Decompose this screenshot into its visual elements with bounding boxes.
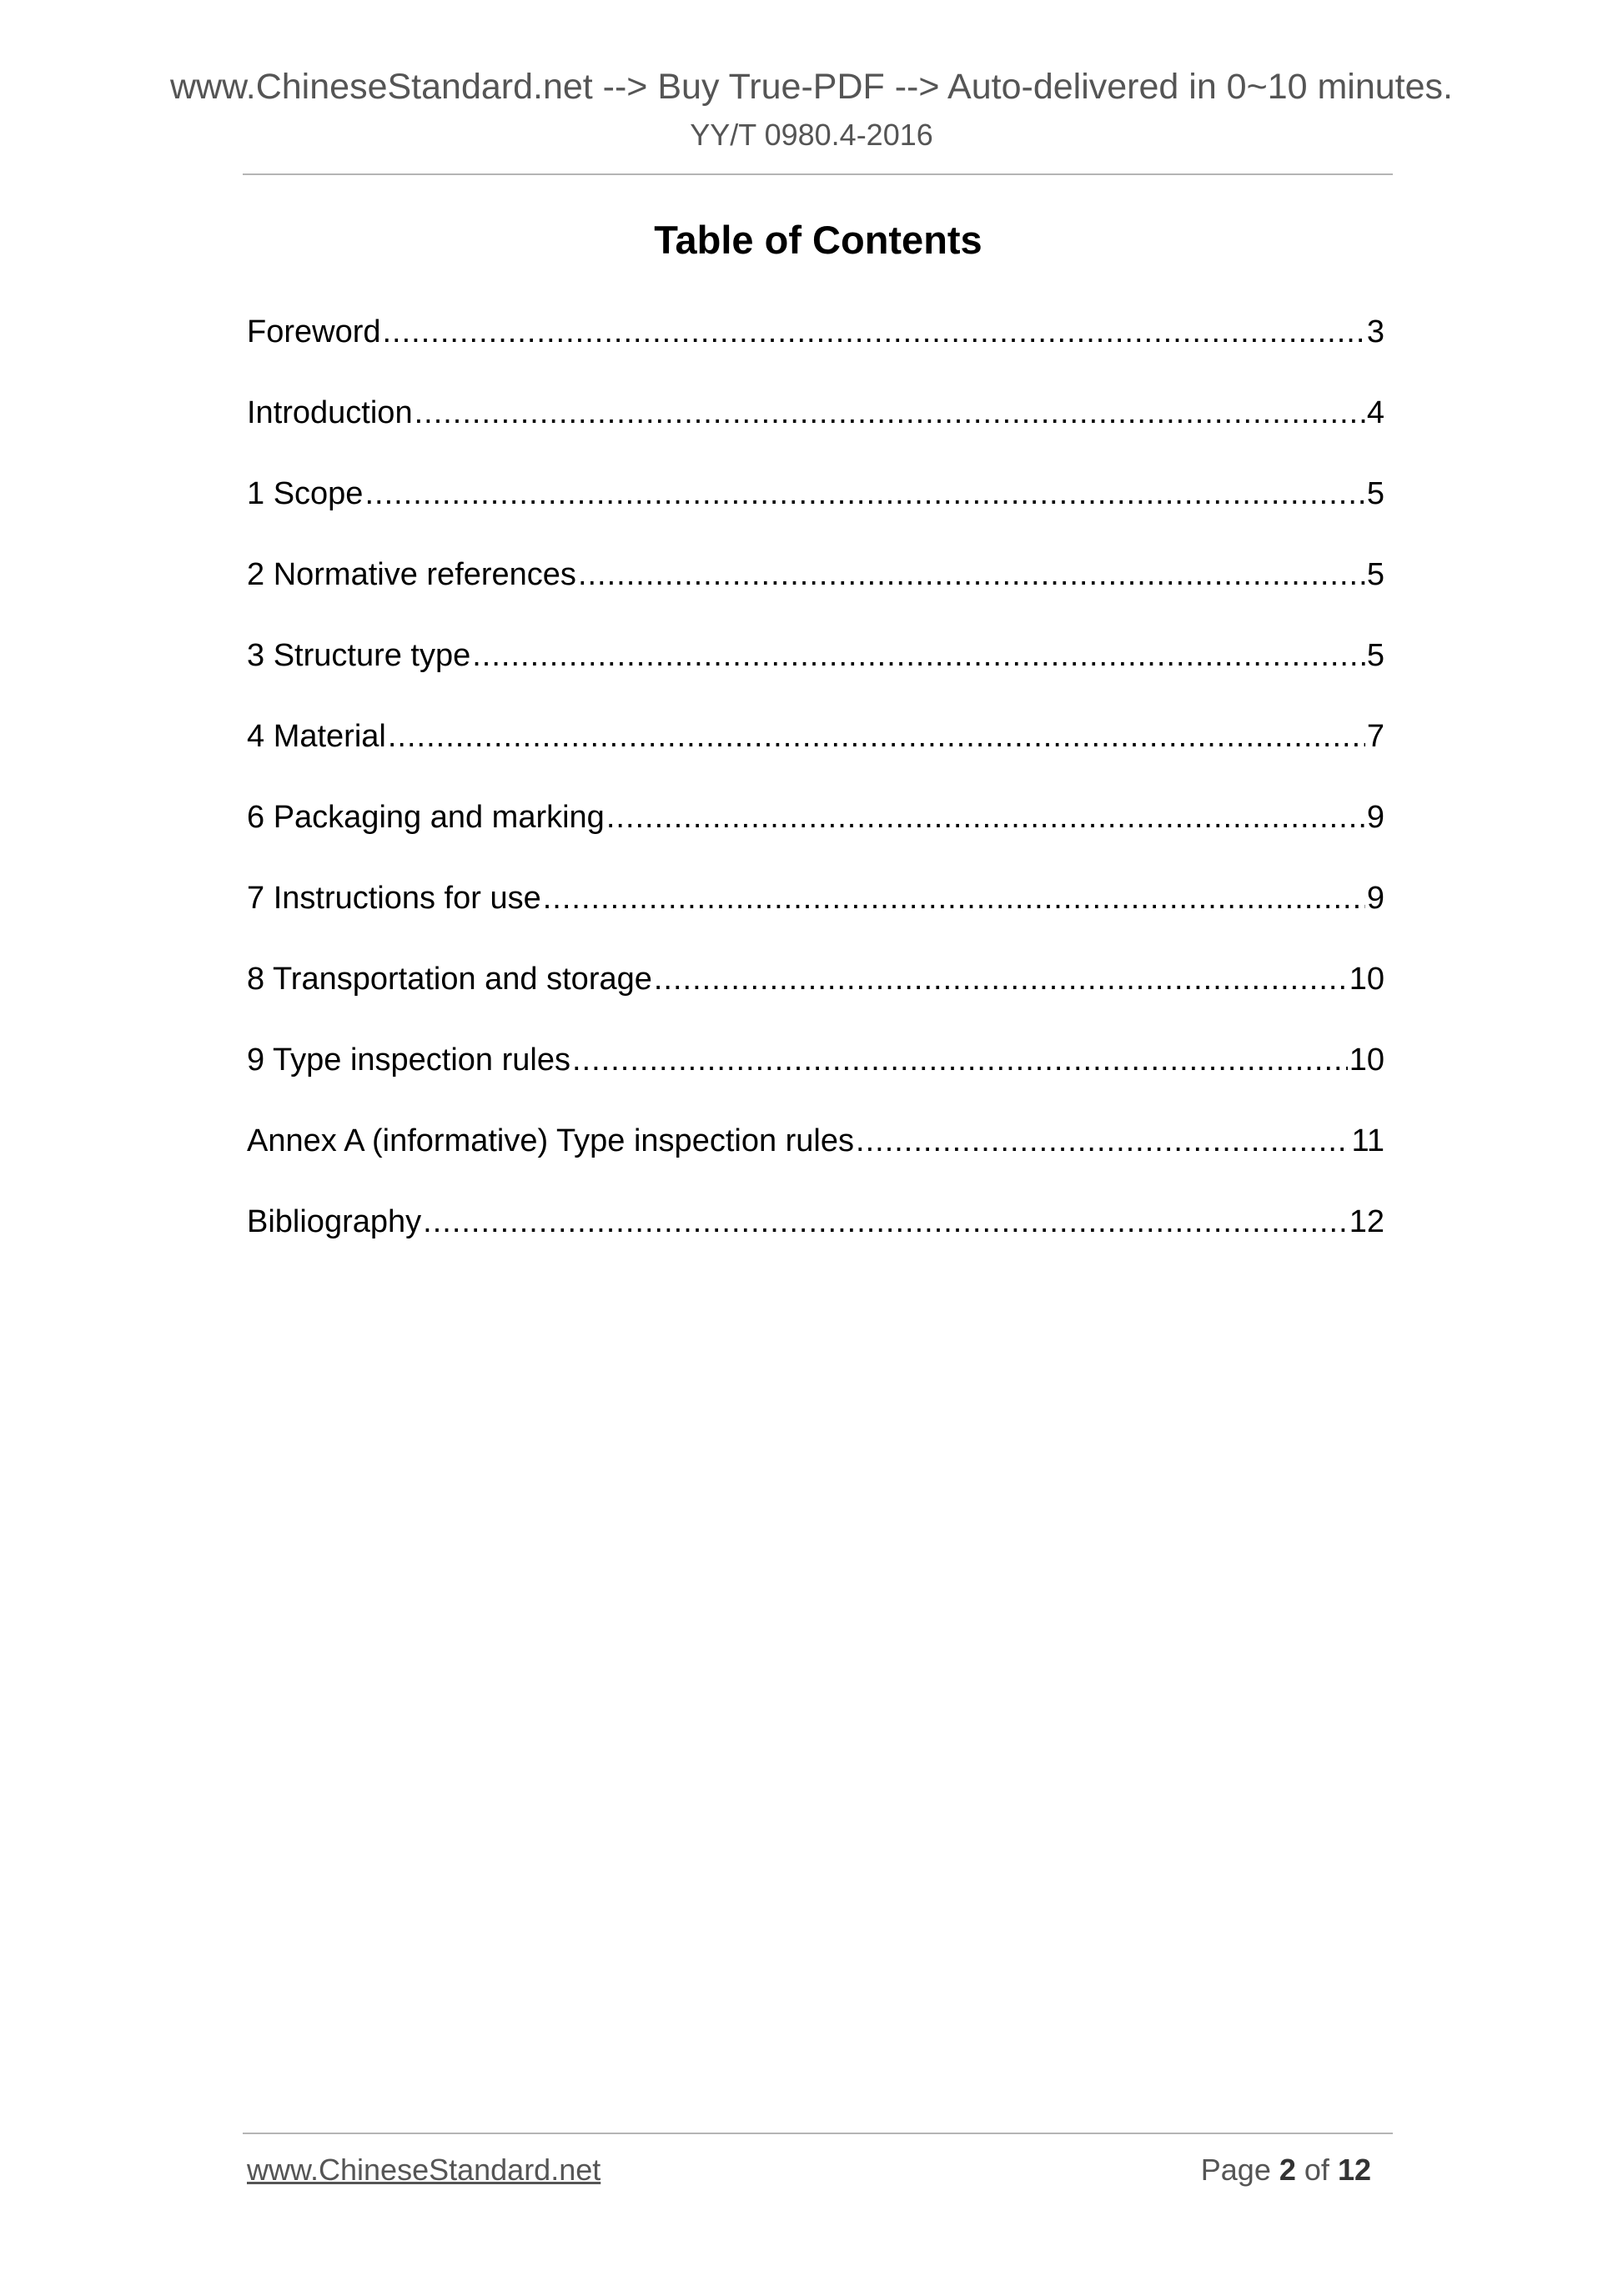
- footer-divider: [243, 2133, 1393, 2134]
- toc-entry-label: 8 Transportation and storage: [247, 962, 652, 997]
- toc-entry-page: 5: [1366, 476, 1384, 511]
- toc-entry-label: 4 Material: [247, 719, 386, 754]
- toc-entry-label: 2 Normative references: [247, 557, 576, 592]
- toc-entry-transportation-and-storage[interactable]: [247, 956, 1384, 1037]
- toc-entry-instructions-for-use[interactable]: [247, 875, 1384, 956]
- toc-dot-leader: [543, 875, 1365, 922]
- toc-entry-page: 4: [1366, 395, 1384, 430]
- toc-dot-leader: [856, 1118, 1350, 1164]
- page-current: 2: [1279, 2153, 1296, 2187]
- toc-entry-bibliography[interactable]: [247, 1198, 1384, 1279]
- toc-entry-page: 5: [1366, 638, 1384, 673]
- toc-entry-page: 10: [1349, 1042, 1384, 1078]
- page-of: of: [1304, 2153, 1329, 2187]
- toc-entry-page: 10: [1349, 962, 1384, 997]
- toc-entry-normative-references[interactable]: [247, 551, 1384, 632]
- toc-entry-label: 6 Packaging and marking: [247, 800, 605, 835]
- toc-entry-type-inspection-rules[interactable]: [247, 1037, 1384, 1118]
- toc-entry-label: 3 Structure type: [247, 638, 471, 673]
- toc-dot-leader: [472, 632, 1365, 679]
- toc-dot-leader: [572, 1037, 1348, 1083]
- toc-entry-label: 9 Type inspection rules: [247, 1042, 570, 1078]
- toc-entry-material[interactable]: [247, 713, 1384, 794]
- page-number: [1201, 2152, 1371, 2188]
- toc-entry-introduction[interactable]: [247, 389, 1384, 470]
- toc-entry-page: 11: [1351, 1123, 1384, 1158]
- toc-entry-page: 7: [1366, 719, 1384, 754]
- toc-entry-annex-a[interactable]: [247, 1118, 1384, 1198]
- page-total: 12: [1337, 2153, 1371, 2187]
- toc-dot-leader: [364, 470, 1364, 517]
- toc-entry-label: Foreword: [247, 314, 381, 349]
- footer-website-link[interactable]: www.ChineseStandard.net: [247, 2153, 601, 2187]
- toc-entry-label: Annex A (informative) Type inspection rules: [247, 1123, 855, 1158]
- toc-title: Table of Contents: [654, 218, 982, 262]
- toc-dot-leader: [383, 309, 1365, 355]
- toc-dot-leader: [606, 794, 1365, 841]
- toc-entry-page: 12: [1349, 1204, 1384, 1239]
- page-prefix: Page: [1200, 2153, 1271, 2187]
- toc-entry-page: 9: [1366, 881, 1384, 916]
- toc-entry-label: 7 Instructions for use: [247, 881, 541, 916]
- header-banner: www.ChineseStandard.net --> Buy True-PDF --> Auto-delivered in 0~10 minutes.: [169, 67, 1453, 107]
- toc-entry-label: Bibliography: [247, 1204, 422, 1239]
- header-divider: [243, 173, 1393, 175]
- toc-dot-leader: [415, 389, 1365, 436]
- toc-entry-page: 9: [1366, 800, 1384, 835]
- toc-entry-foreword[interactable]: [247, 309, 1384, 389]
- toc-entry-packaging-and-marking[interactable]: [247, 794, 1384, 875]
- toc-dot-leader: [654, 956, 1348, 1002]
- toc-list: [247, 309, 1384, 1279]
- toc-entry-structure-type[interactable]: [247, 632, 1384, 713]
- toc-entry-page: 5: [1366, 557, 1384, 592]
- standard-id: YY/T 0980.4-2016: [690, 118, 933, 152]
- toc-entry-label: 1 Scope: [247, 476, 364, 511]
- toc-dot-leader: [388, 713, 1365, 760]
- toc-entry-label: Introduction: [247, 395, 413, 430]
- toc-entry-scope[interactable]: [247, 470, 1384, 551]
- toc-entry-page: 3: [1366, 314, 1384, 349]
- toc-dot-leader: [423, 1198, 1348, 1245]
- toc-dot-leader: [578, 551, 1365, 598]
